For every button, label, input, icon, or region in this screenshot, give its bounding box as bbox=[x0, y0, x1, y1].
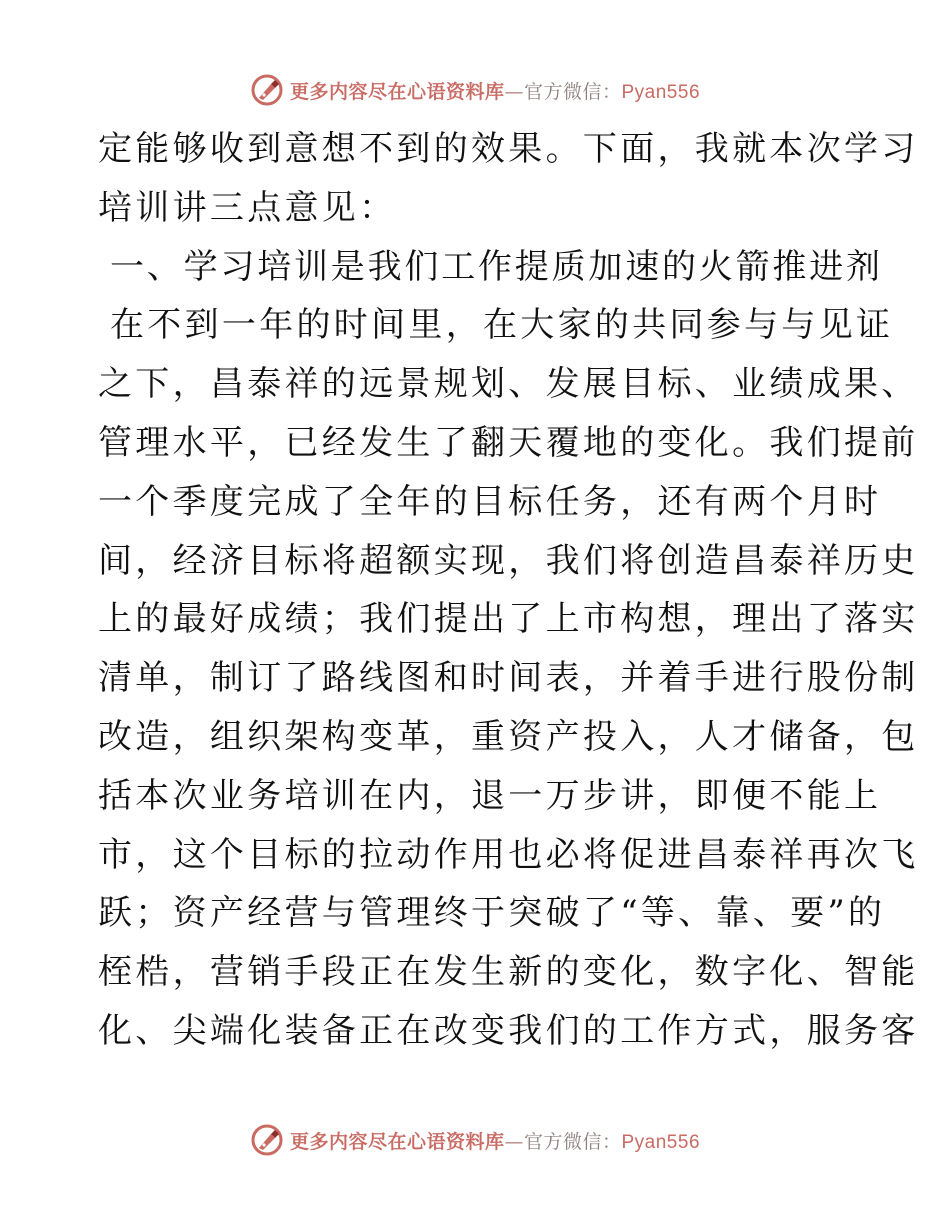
body-line: 定能够收到意想不到的效果。下面，我就本次学习 bbox=[98, 129, 919, 169]
watermark-id: Pyan556 bbox=[621, 81, 701, 103]
watermark-label: 更多内容尽在心语资料库 bbox=[289, 1130, 505, 1153]
watermark-dash: — bbox=[504, 80, 524, 103]
body-line: 培训讲三点意见： bbox=[98, 187, 397, 228]
body-line: 市，这个目标的拉动作用也必将促进昌泰祥再次飞 bbox=[98, 834, 919, 875]
body-line: 管理水平，已经发生了翻天覆地的变化。我们提前 bbox=[98, 422, 919, 463]
body-line: 改造，组织架构变革，重资产投入，人才储备，包 bbox=[98, 716, 919, 757]
body-line: 上的最好成绩；我们提出了上市构想，理出了落实 bbox=[98, 599, 919, 640]
watermark-label: 更多内容尽在心语资料库 bbox=[289, 80, 505, 103]
body-line: 清单，制订了路线图和时间表，并着手进行股份制 bbox=[98, 658, 919, 699]
watermark-id: Pyan556 bbox=[621, 1131, 701, 1153]
watermark-official: 官方微信： bbox=[523, 1130, 622, 1153]
footer-watermark bbox=[0, 1120, 950, 1160]
pen-nib-logo-icon bbox=[250, 73, 284, 107]
body-line: 桎梏，营销手段正在发生新的变化，数字化、智能 bbox=[98, 952, 919, 993]
header-watermark bbox=[0, 70, 950, 110]
body-line: 之下，昌泰祥的远景规划、发展目标、业绩成果、 bbox=[98, 364, 919, 405]
watermark-official: 官方微信： bbox=[523, 80, 622, 103]
watermark-text bbox=[290, 1127, 700, 1154]
section-heading: 一、学习培训是我们工作提质加速的火箭推进剂 bbox=[110, 246, 883, 287]
body-line: 括本次业务培训在内，退一万步讲，即便不能上 bbox=[98, 775, 882, 816]
document-body bbox=[98, 120, 919, 1061]
paragraph-first-line: 在不到一年的时间里，在大家的共同参与与见证 bbox=[110, 305, 894, 346]
body-line: 跃；资产经营与管理终于突破了“等、靠、要”的 bbox=[98, 893, 886, 934]
watermark-dash: — bbox=[504, 1130, 524, 1153]
body-line: 一个季度完成了全年的目标任务，还有两个月时 bbox=[98, 481, 882, 522]
body-line: 化、尖端化装备正在改变我们的工作方式，服务客 bbox=[98, 1010, 919, 1051]
watermark-text bbox=[290, 77, 700, 104]
pen-nib-logo-icon bbox=[250, 1123, 284, 1157]
body-line: 间，经济目标将超额实现，我们将创造昌泰祥历史 bbox=[98, 540, 919, 581]
